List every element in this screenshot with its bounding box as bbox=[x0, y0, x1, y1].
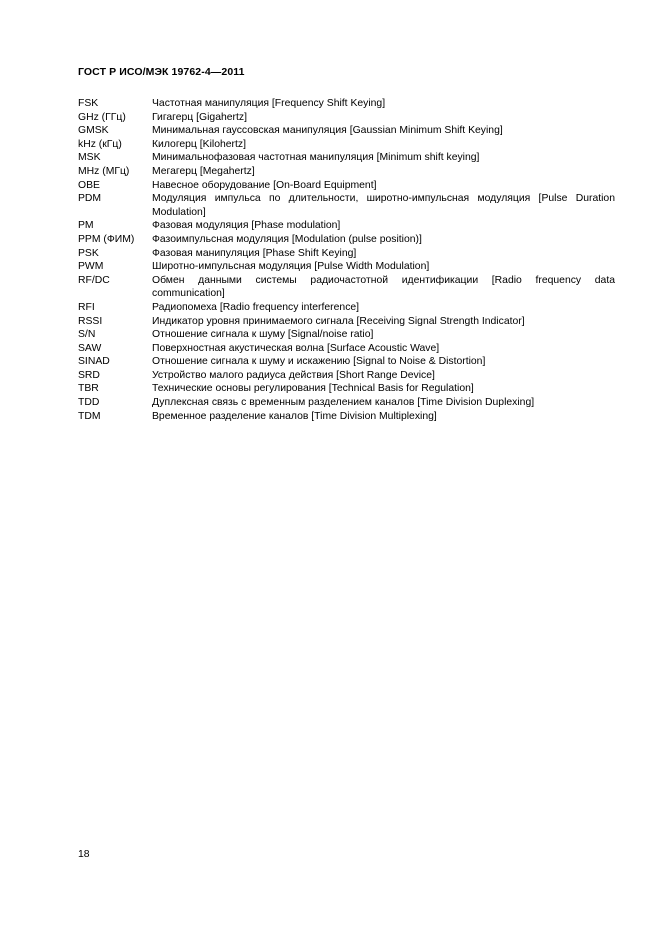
abbreviation-row bbox=[78, 396, 615, 410]
abbreviation-term: SRD bbox=[78, 369, 100, 381]
abbreviation-definition: Модуляция импульса по длительности, широтно-импульсная модуляция [Pulse Duration Modulation] bbox=[152, 193, 615, 218]
abbreviation-definition: Поверхностная акустическая волна [Surface Acoustic Wave] bbox=[152, 342, 440, 354]
abbreviation-term: RSSI bbox=[78, 315, 103, 327]
abbreviation-row bbox=[78, 274, 615, 301]
abbreviation-row bbox=[78, 151, 615, 165]
abbreviation-row bbox=[78, 179, 615, 193]
document-header: ГОСТ Р ИСО/МЭК 19762-4—2011 bbox=[78, 66, 245, 78]
abbreviation-term: TDD bbox=[78, 397, 100, 409]
page-number: 18 bbox=[78, 849, 90, 860]
abbreviation-term: GMSK bbox=[78, 125, 109, 137]
abbreviation-row bbox=[78, 111, 615, 125]
abbreviation-row bbox=[78, 192, 615, 219]
abbreviation-definition: Минимальная гауссовская манипуляция [Gaussian Minimum Shift Keying] bbox=[152, 125, 503, 137]
abbreviation-definition: Технические основы регулирования [Technical Basis for Regulation] bbox=[152, 383, 474, 395]
abbreviation-definition: Фазоимпульсная модуляция [Modulation (pulse position)] bbox=[152, 233, 422, 245]
abbreviation-term: OBE bbox=[78, 179, 100, 191]
abbreviation-term: TBR bbox=[78, 383, 99, 395]
abbreviation-row bbox=[78, 342, 615, 356]
abbreviation-term: SAW bbox=[78, 342, 102, 354]
abbreviation-definition: Дуплексная связь с временным разделением каналов [Time Division Duplexing] bbox=[152, 397, 535, 409]
abbreviation-definition: Фазовая манипуляция [Phase Shift Keying] bbox=[152, 247, 357, 259]
abbreviation-term: MHz (МГц) bbox=[78, 165, 130, 177]
abbreviation-definition: Обмен данными системы радиочастотной идентификации [Radio frequency data communication] bbox=[152, 274, 615, 300]
abbreviation-row bbox=[78, 328, 615, 342]
abbreviation-term: PPM (ФИМ) bbox=[78, 233, 135, 245]
abbreviation-definition: Отношение сигнала к шуму и искажению [Signal to Noise & Distortion] bbox=[152, 356, 486, 368]
abbreviation-row bbox=[78, 315, 615, 329]
abbreviation-definition: Широтно-импульсная модуляция [Pulse Width Modulation] bbox=[152, 261, 430, 273]
abbreviation-row bbox=[78, 260, 615, 274]
abbreviation-definition: Отношение сигнала к шуму [Signal/noise ratio] bbox=[152, 329, 374, 341]
abbreviation-term: MSK bbox=[78, 152, 101, 164]
abbreviation-term: RF/DC bbox=[78, 274, 110, 286]
abbreviation-row bbox=[78, 138, 615, 152]
abbreviation-term: PWM bbox=[78, 261, 104, 273]
abbreviation-row bbox=[78, 124, 615, 138]
abbreviation-term: GHz (ГГц) bbox=[78, 111, 126, 123]
abbreviation-definition: Временное разделение каналов [Time Division Multiplexing] bbox=[152, 410, 437, 422]
abbreviation-definition: Навесное оборудование [On-Board Equipment] bbox=[152, 179, 377, 191]
abbreviation-term: FSK bbox=[78, 98, 99, 109]
abbreviation-term: PDM bbox=[78, 193, 102, 205]
abbreviation-row bbox=[78, 301, 615, 315]
abbreviation-list bbox=[78, 97, 615, 423]
abbreviation-definition: Килогерц [Kilohertz] bbox=[152, 138, 246, 150]
abbreviation-definition: Радиопомеха [Radio frequency interference] bbox=[152, 301, 360, 313]
abbreviation-term: TDM bbox=[78, 410, 101, 422]
abbreviation-term: PM bbox=[78, 220, 94, 232]
abbreviation-row bbox=[78, 410, 615, 424]
abbreviation-row bbox=[78, 219, 615, 233]
abbreviation-definition: Мегагерц [Megahertz] bbox=[152, 165, 255, 177]
abbreviation-row bbox=[78, 355, 615, 369]
abbreviation-definition: Гигагерц [Gigahertz] bbox=[152, 111, 247, 123]
abbreviation-term: S/N bbox=[78, 329, 96, 341]
abbreviation-row bbox=[78, 233, 615, 247]
abbreviation-term: SINAD bbox=[78, 356, 110, 368]
abbreviation-row bbox=[78, 97, 615, 111]
abbreviation-definition: Минимальнофазовая частотная манипуляция [Minimum shift keying] bbox=[152, 152, 480, 164]
abbreviation-row bbox=[78, 247, 615, 261]
abbreviation-term: RFI bbox=[78, 301, 95, 313]
abbreviation-definition: Устройство малого радиуса действия [Short Range Device] bbox=[152, 369, 435, 381]
abbreviation-definition: Индикатор уровня принимаемого сигнала [Receiving Signal Strength Indicator] bbox=[152, 315, 525, 327]
abbreviation-row bbox=[78, 382, 615, 396]
abbreviation-definition: Фазовая модуляция [Phase modulation] bbox=[152, 220, 341, 232]
abbreviation-row bbox=[78, 369, 615, 383]
abbreviation-definition: Частотная манипуляция [Frequency Shift Keying] bbox=[152, 98, 386, 109]
abbreviation-row bbox=[78, 165, 615, 179]
abbreviation-term: PSK bbox=[78, 247, 99, 259]
abbreviation-term: kHz (кГц) bbox=[78, 138, 122, 150]
